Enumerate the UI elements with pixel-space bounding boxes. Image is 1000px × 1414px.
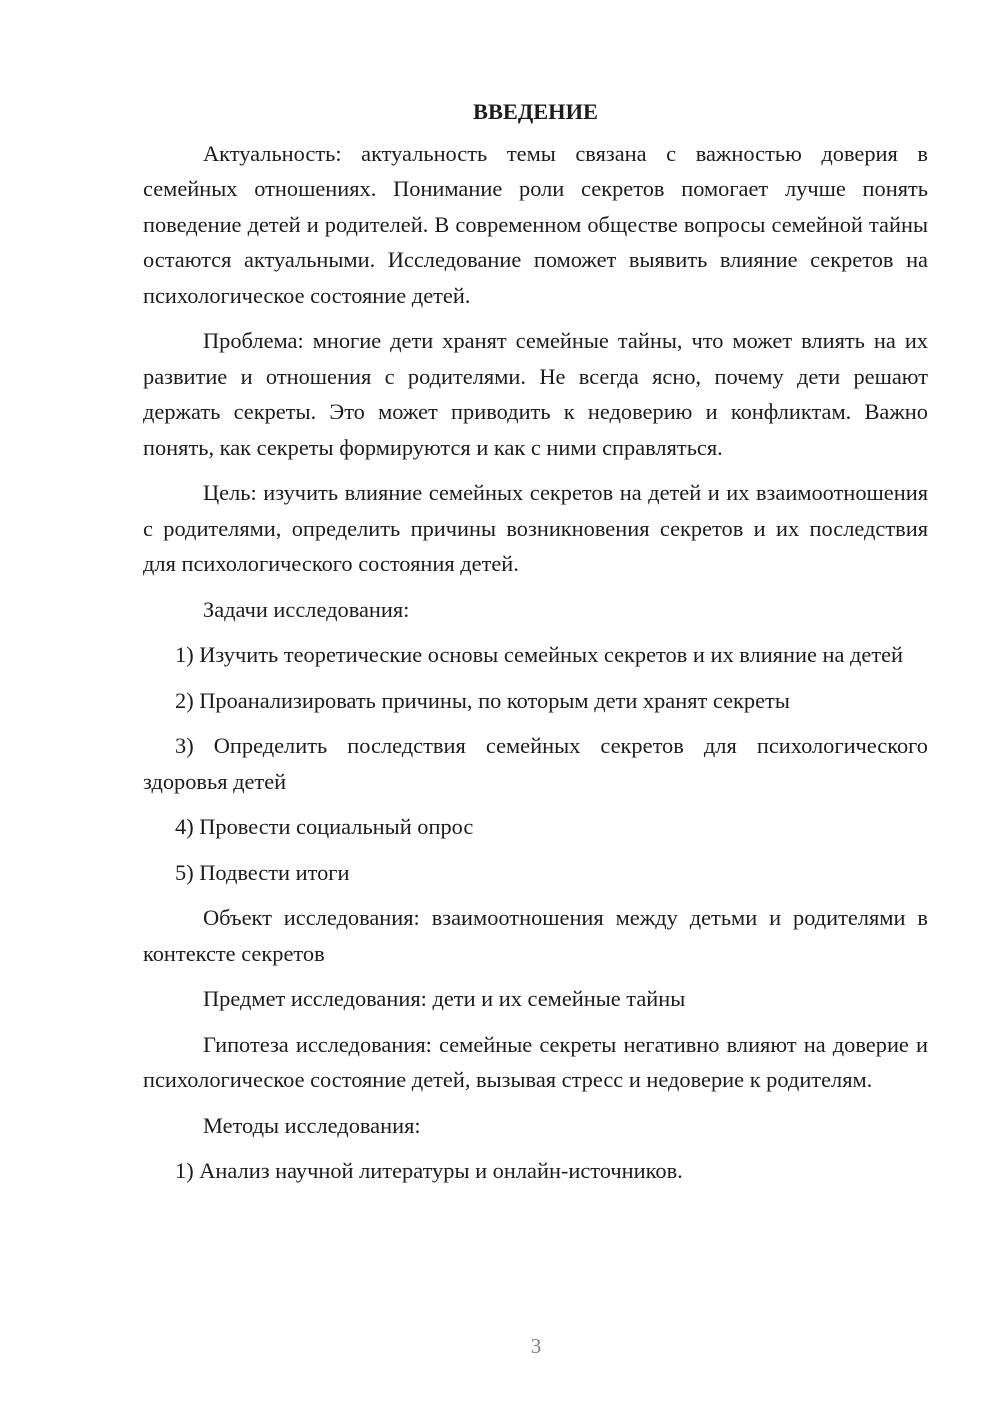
task-item: 4) Провести социальный опрос xyxy=(175,814,474,839)
page-content xyxy=(143,94,928,1199)
method-item: 1) Анализ научной литературы и онлайн-источников. xyxy=(175,1158,683,1183)
object-paragraph: Объект исследования: взаимоотношения между детьми и родителями в контексте секретов xyxy=(143,905,928,966)
tasks-heading: Задачи исследования: xyxy=(203,596,410,622)
task-item: 2) Проанализировать причины, по которым дети хранят секреты xyxy=(175,687,790,713)
task-item: 3) Определить последствия семейных секретов для психологического здоровья детей xyxy=(143,733,928,794)
problem-paragraph: Проблема: многие дети хранят семейные тайны, что может влиять на их развитие и отношения с родителями. Не всегда ясно, почему дети решают держать секреты. Это может приводить к недоверию и конфликтам. Важно понять, как секреты формируются и как с ними справляться. xyxy=(143,328,928,460)
methods-heading: Методы исследования: xyxy=(203,1112,421,1138)
subject-paragraph: Предмет исследования: дети и их семейные тайны xyxy=(203,986,686,1011)
page-number: 3 xyxy=(530,1334,542,1358)
goal-paragraph: Цель: изучить влияние семейных секретов на детей и их взаимоотношения с родителями, определить причины возникновения секретов и их последствия для психологического состояния детей. xyxy=(143,480,928,576)
hypothesis-paragraph: Гипотеза исследования: семейные секреты негативно влияют на доверие и психологическое состояние детей, вызывая стресс и недоверие к родителям. xyxy=(143,1031,928,1092)
task-item: 1) Изучить теоретические основы семейных секретов и их влияние на детей xyxy=(175,642,904,667)
task-item: 5) Подвести итоги xyxy=(175,859,350,885)
relevance-paragraph: Актуальность: актуальность темы связана с важностью доверия в семейных отношениях. Понимание роли секретов помогает лучше понять поведение детей и родителей. В современном обществе вопросы семейной тайны остаются актуальными. Исследование поможет выявить влияние секретов на психологическое состояние детей. xyxy=(143,140,928,308)
section-title: ВВЕДЕНИЕ xyxy=(473,99,598,124)
